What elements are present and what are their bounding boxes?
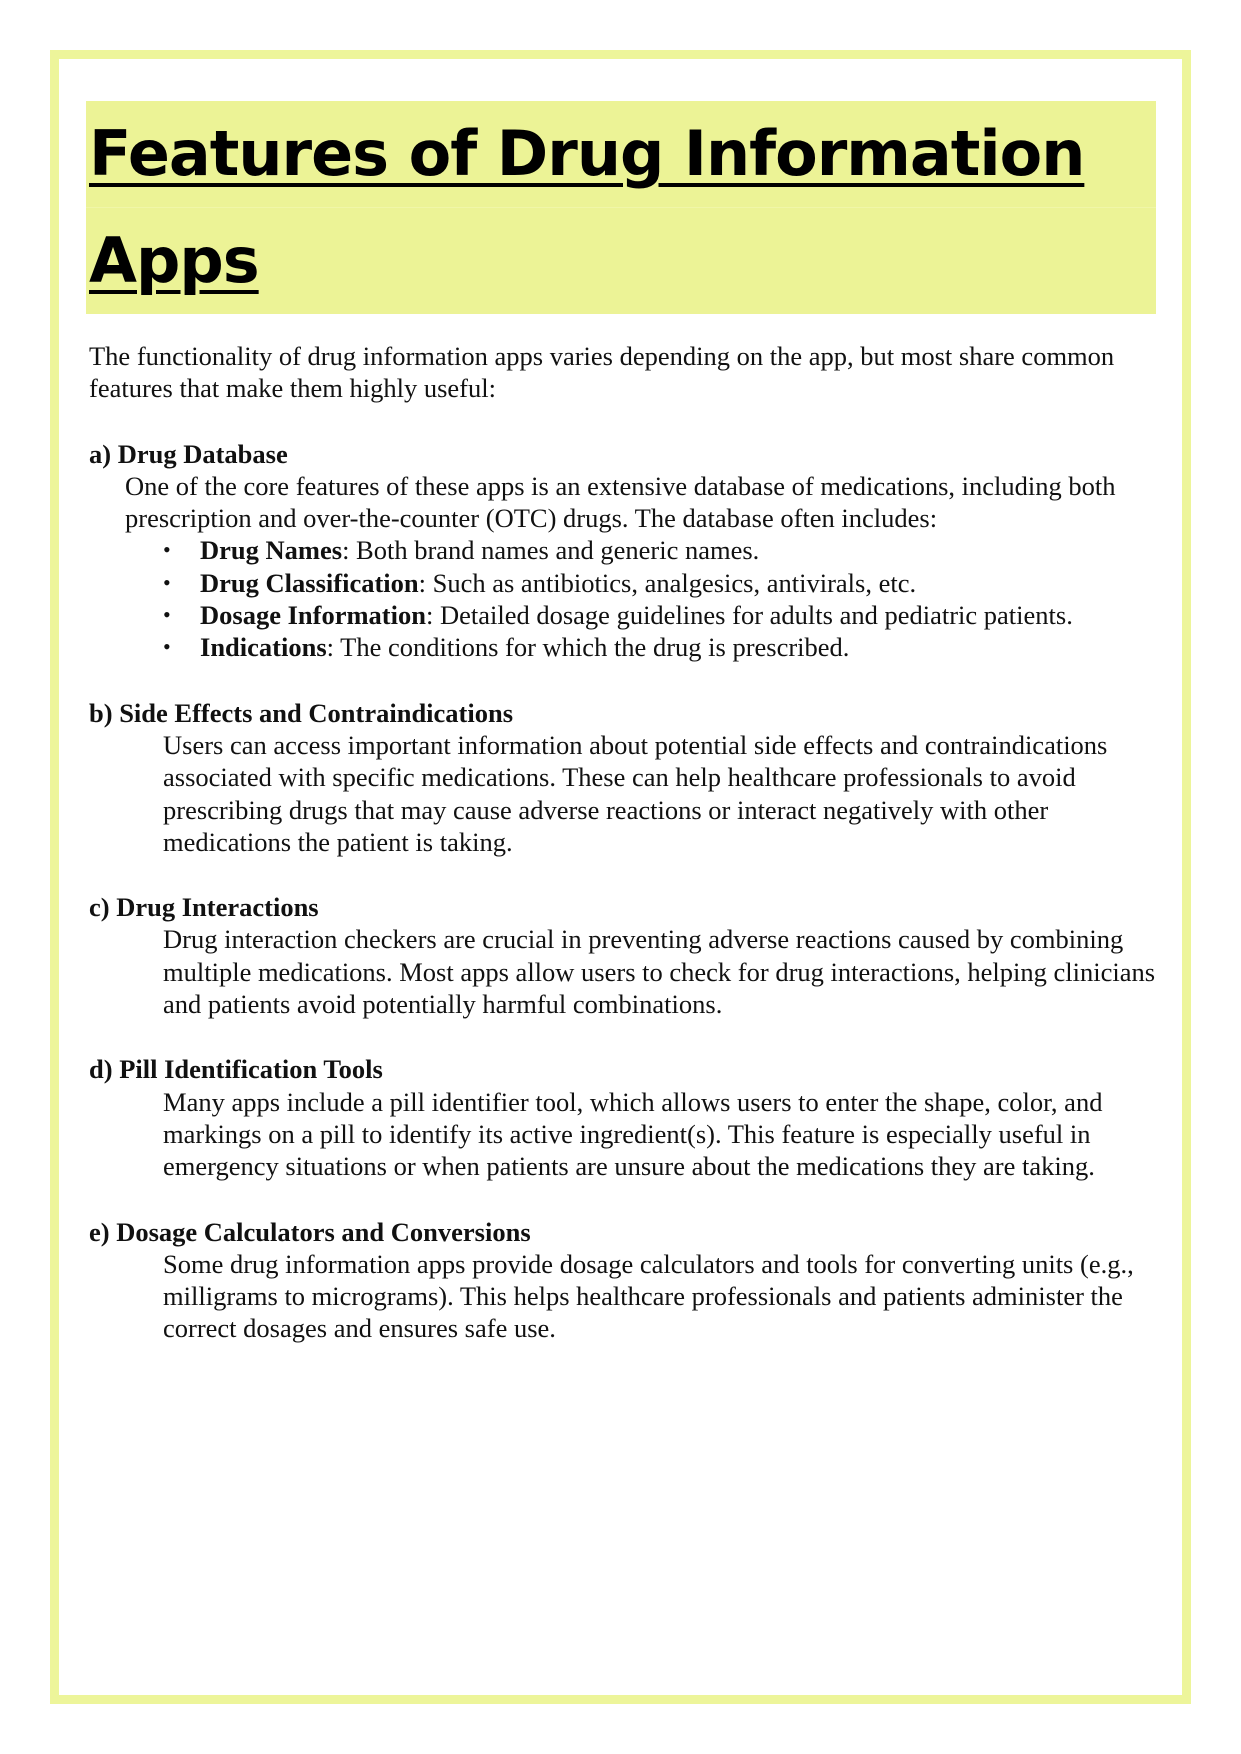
section-heading: b) Side Effects and Contraindications (89, 697, 514, 728)
section-heading: c) Drug Interactions (89, 892, 319, 923)
bullet-text: : Such as antibiotics, analgesics, antivirals, etc. (418, 567, 917, 598)
intro-paragraph: The functionality of drug information apps varies depending on the app, but most share common features that make them highly useful: (89, 341, 1115, 404)
section-body: Users can access important information about potential side effects and contraindications associated with specific medications. These can help healthcare professionals to avoid prescribing drugs that may cause adverse reactions or interact negatively with other medications the patient is taking. (163, 729, 1108, 857)
feature-bullet-list (200, 534, 1169, 663)
list-item (200, 567, 1169, 599)
section-drug-database (89, 438, 1169, 664)
section-heading: d) Pill Identification Tools (89, 1054, 383, 1085)
section-heading: e) Dosage Calculators and Conversions (89, 1216, 531, 1247)
document-body (89, 340, 1169, 1378)
section-body: Some drug information apps provide dosage calculators and tools for converting units (e.g., milligrams to micrograms). This helps healthcare professionals and patients administer the correct dosages and ensures safe use. (163, 1248, 1134, 1344)
section-pill-identification (89, 1053, 1169, 1182)
section-heading: a) Drug Database (89, 438, 288, 469)
section-dosage-calculators (89, 1216, 1169, 1345)
list-item (200, 599, 1169, 631)
bullet-term: Drug Classification (200, 567, 419, 598)
bullet-text: : Both brand names and generic names. (342, 535, 760, 566)
section-body: Drug interaction checkers are crucial in preventing adverse reactions caused by combining multiple medications. Most apps allow users to check for drug interactions, helping clinicians and patients avoid potentially harmful combinations. (163, 924, 1156, 1020)
section-body: Many apps include a pill identifier tool, which allows users to enter the shape, color, and markings on a pill to identify its active ingredient(s). This feature is especially useful in emergency situations or when patients are unsure about the medications they are taking. (163, 1086, 1103, 1182)
bullet-term: Indications (200, 632, 327, 663)
section-side-effects (89, 697, 1169, 858)
page-title-line-2: Apps (89, 224, 259, 297)
bullet-term: Dosage Information (200, 600, 426, 631)
section-body: One of the core features of these apps is an extensive database of medications, including both prescription and over-the-counter (OTC) drugs. The database often includes: (125, 470, 1116, 534)
bullet-term: Drug Names (200, 535, 343, 566)
bullet-text: : Detailed dosage guidelines for adults and pediatric patients. (425, 600, 1073, 631)
list-item (200, 534, 1169, 566)
list-item (200, 631, 1169, 663)
bullet-text: : The conditions for which the drug is prescribed. (326, 632, 850, 663)
section-drug-interactions (89, 891, 1169, 1020)
title-banner (86, 101, 1156, 314)
page-title-line-1: Features of Drug Information (89, 117, 1085, 190)
